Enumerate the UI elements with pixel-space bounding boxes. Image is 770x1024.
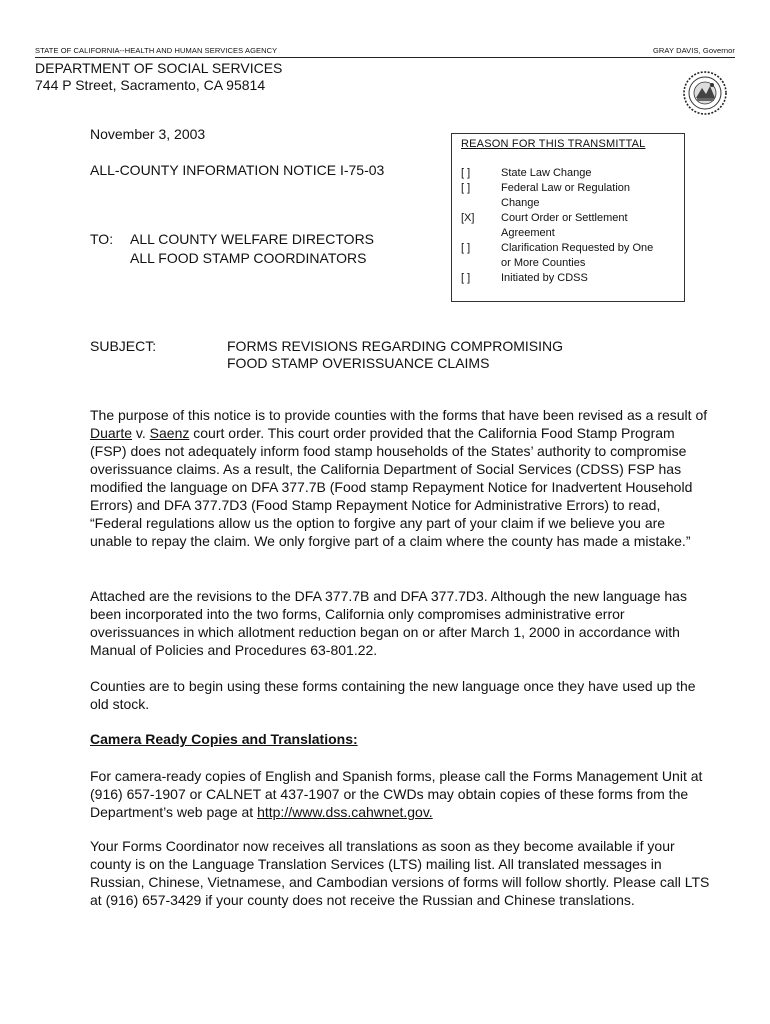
reason-text: Clarification Requested by One or More Counties	[501, 242, 654, 269]
section-heading: Camera Ready Copies and Translations:	[90, 731, 358, 747]
paragraph-text: Attached are the revisions to the DFA 377.7B and DFA 377.7D3. Although the new language has been incorporated into the two forms, California only compromises administrative error overissuances in which allotment reduction began on or after March 1, 2000 in accordance with Manual of Policies and Procedures 63-801.22.	[90, 588, 687, 658]
paragraph-text: Counties are to begin using these forms containing the new language once they have used up the old stock.	[90, 678, 696, 712]
paragraph-text: For camera-ready copies of English and Spanish forms, please call the Forms Management Unit at (916) 657-1907 or CALNET at 437-1907 or the CWDs may obtain copies of these forms from the Department’s web page at	[90, 768, 703, 820]
notice-title: ALL-COUNTY INFORMATION NOTICE I-75-03	[90, 162, 385, 178]
subject-label: SUBJECT:	[90, 338, 157, 354]
body-paragraph-translations	[90, 837, 710, 909]
body-paragraph-usage	[90, 677, 710, 713]
reason-box-title: REASON FOR THIS TRANSMITTAL	[461, 138, 646, 150]
body-paragraph-copies	[90, 767, 710, 821]
reason-text: Court Order or Settlement Agreement	[501, 212, 628, 239]
to-label: TO:	[90, 231, 114, 247]
department-name: DEPARTMENT OF SOCIAL SERVICES	[35, 60, 283, 76]
addressee-line: ALL COUNTY WELFARE DIRECTORS	[130, 231, 375, 247]
reason-text: State Law Change	[501, 167, 592, 179]
body-paragraph-revisions	[90, 587, 710, 659]
body-paragraph-purpose	[90, 406, 710, 550]
reason-text: Federal Law or Regulation Change	[501, 182, 631, 209]
addressee-line: ALL FOOD STAMP COORDINATORS	[130, 250, 367, 266]
paragraph-text: court order. This court order provided that the California Food Stamp Program (FSP) does not adequately inform food stamp households of the States’ authority to compromise overissuance claims. As a result, the California Department of Social Services (CDSS) FSP has modified the language on DFA 377.7B (Food stamp Repayment Notice for Inadvertent Household Errors) and DFA 377.7D3 (Food Stamp Repayment Notice for Administrative Errors) to read, “Federal regulations allow us the option to forgive any part of your claim if we believe you are unable to repay the claim. We only forgive part of a claim where the county has made a mistake.”	[90, 425, 693, 549]
case-name: Saenz	[149, 425, 190, 441]
checkbox-mark: [ ]	[461, 167, 471, 179]
case-name: Duarte	[90, 425, 133, 441]
subject-text: FORMS REVISIONS REGARDING COMPROMISING FOOD STAMP OVERISSUANCE CLAIMS	[227, 338, 564, 371]
web-page-link[interactable]: http://www.dss.cahwnet.gov.	[257, 804, 433, 820]
notice-date: November 3, 2003	[90, 126, 206, 142]
governor-name: GRAY DAVIS, Governor	[652, 46, 735, 55]
reason-text: Initiated by CDSS	[501, 272, 588, 284]
state-seal-icon	[682, 70, 728, 116]
department-address: 744 P Street, Sacramento, CA 95814	[35, 77, 266, 93]
checkbox-mark: [ ]	[461, 182, 471, 194]
paragraph-text: Your Forms Coordinator now receives all translations as soon as they become available if your county is on the Language Translation Services (LTS) mailing list. All translated messages in Russian, Chinese, Vietnamese, and Cambodian versions of forms will follow shortly. Please call LTS at (916) 657-3429 if your county does not receive the Russian and Chinese translations.	[90, 838, 710, 908]
department-block	[35, 60, 282, 94]
checkbox-mark: [X]	[461, 212, 475, 224]
paragraph-text: v.	[132, 425, 150, 441]
agency-name: STATE OF CALIFORNIA--HEALTH AND HUMAN SERVICES AGENCY	[35, 46, 278, 55]
reason-for-transmittal-box	[451, 133, 685, 302]
agency-header	[35, 46, 735, 58]
paragraph-text: The purpose of this notice is to provide counties with the forms that have been revised as a result of	[90, 407, 708, 423]
checkbox-mark: [ ]	[461, 272, 471, 284]
checkbox-mark: [ ]	[461, 242, 471, 254]
